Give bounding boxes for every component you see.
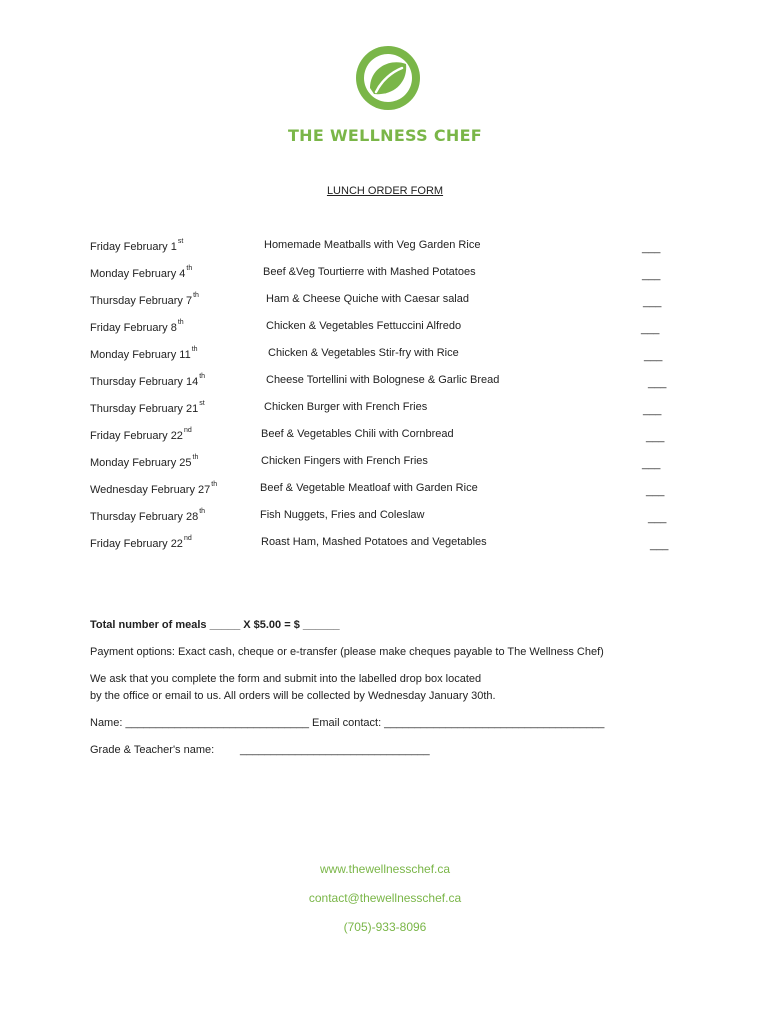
- name-email-line: Name: ______________________________ Email contact: ____________________________________: [90, 717, 605, 729]
- menu-meal: Beef & Vegetable Meatloaf with Garden Rice: [260, 482, 478, 494]
- form-title: LUNCH ORDER FORM: [326, 185, 444, 197]
- menu-day: Thursday February 14: [90, 376, 199, 388]
- menu-day: Friday February 1: [90, 241, 177, 253]
- menu-row: [0, 293, 770, 311]
- menu-row: [0, 374, 770, 392]
- menu-day: Thursday February 28: [90, 511, 199, 523]
- menu-date: [90, 292, 199, 307]
- menu-date: [90, 265, 193, 280]
- menu-meal: Roast Ham, Mashed Potatoes and Vegetables: [261, 536, 487, 548]
- menu-day-suffix: nd: [183, 535, 192, 542]
- menu-meal: Fish Nuggets, Fries and Coleslaw: [260, 509, 425, 521]
- menu-meal: Chicken Fingers with French Fries: [261, 455, 428, 467]
- menu-quantity-blank: ___: [643, 296, 662, 308]
- menu-row: [0, 239, 770, 257]
- menu-quantity-blank: ___: [643, 404, 662, 416]
- menu-date: [90, 481, 218, 496]
- menu-date: [90, 454, 199, 469]
- menu-date: [90, 346, 198, 361]
- menu-date: [90, 373, 206, 388]
- payment-options: Payment options: Exact cash, cheque or e-transfer (please make cheques payable to The Wellness Chef): [90, 646, 604, 658]
- menu-day-suffix: th: [199, 508, 206, 515]
- footer-website: www.thewellnesschef.ca: [319, 862, 451, 876]
- menu-day: Thursday February 21: [90, 403, 199, 415]
- menu-day-suffix: th: [193, 292, 199, 299]
- menu-row: [0, 320, 770, 338]
- menu-day-suffix: th: [191, 346, 198, 353]
- menu-day-suffix: th: [186, 265, 193, 272]
- menu-quantity-blank: ___: [644, 350, 663, 362]
- menu-date: [90, 319, 184, 334]
- menu-day-suffix: nd: [183, 427, 192, 434]
- menu-date: [90, 427, 192, 442]
- menu-day: Friday February 22: [90, 538, 183, 550]
- footer-phone: (705)-933-8096: [343, 920, 427, 934]
- menu-meal: Cheese Tortellini with Bolognese & Garlic Bread: [266, 374, 500, 386]
- menu-meal: Chicken & Vegetables Fettuccini Alfredo: [266, 320, 462, 332]
- menu-row: [0, 266, 770, 284]
- menu-quantity-blank: ___: [641, 323, 660, 335]
- menu-quantity-blank: ___: [648, 512, 667, 524]
- menu-day-suffix: th: [192, 454, 199, 461]
- menu-date: [90, 400, 205, 415]
- menu-row: [0, 401, 770, 419]
- menu-day-suffix: th: [177, 319, 184, 326]
- menu-row: [0, 536, 770, 554]
- menu-date: [90, 238, 184, 253]
- menu-day: Friday February 8: [90, 322, 177, 334]
- menu-day-suffix: th: [211, 481, 218, 488]
- grade-teacher-label: Grade & Teacher's name:: [90, 744, 215, 756]
- menu-day: Monday February 11: [90, 349, 191, 361]
- instructions-line-2: by the office or email to us. All orders will be collected by Wednesday January 30th.: [90, 690, 496, 702]
- menu-quantity-blank: ___: [646, 431, 665, 443]
- menu-meal: Beef & Vegetables Chili with Cornbread: [261, 428, 454, 440]
- menu-day-suffix: st: [177, 238, 184, 245]
- menu-meal: Homemade Meatballs with Veg Garden Rice: [264, 239, 481, 251]
- menu-row: [0, 455, 770, 473]
- menu-date: [90, 508, 206, 523]
- menu-day: Monday February 4: [90, 268, 186, 280]
- menu-day-suffix: th: [199, 373, 206, 380]
- menu-day: Wednesday February 27: [90, 484, 211, 496]
- menu-day: Thursday February 7: [90, 295, 193, 307]
- menu-quantity-blank: ___: [646, 485, 665, 497]
- menu-day-suffix: st: [199, 400, 205, 407]
- menu-meal: Ham & Cheese Quiche with Caesar salad: [266, 293, 469, 305]
- menu-quantity-blank: ___: [650, 539, 669, 551]
- menu-day: Friday February 22: [90, 430, 183, 442]
- total-meals-line: Total number of meals _____ X $5.00 = $ ______: [90, 619, 340, 631]
- brand-name: THE WELLNESS CHEF: [287, 126, 483, 145]
- menu-date: [90, 535, 192, 550]
- menu-meal: Beef &Veg Tourtierre with Mashed Potatoes: [263, 266, 476, 278]
- menu-row: [0, 482, 770, 500]
- menu-quantity-blank: ___: [642, 242, 661, 254]
- menu-row: [0, 428, 770, 446]
- grade-teacher-blank: _______________________________: [240, 744, 430, 756]
- menu-meal: Chicken & Vegetables Stir-fry with Rice: [268, 347, 459, 359]
- leaf-logo-icon: [356, 46, 420, 110]
- menu-quantity-blank: ___: [642, 458, 661, 470]
- menu-row: [0, 509, 770, 527]
- menu-row: [0, 347, 770, 365]
- footer-email: contact@thewellnesschef.ca: [308, 891, 462, 905]
- menu-quantity-blank: ___: [648, 377, 667, 389]
- menu-day: Monday February 25: [90, 457, 192, 469]
- menu-quantity-blank: ___: [642, 269, 661, 281]
- menu-meal: Chicken Burger with French Fries: [264, 401, 428, 413]
- instructions-line-1: We ask that you complete the form and submit into the labelled drop box located: [90, 673, 482, 685]
